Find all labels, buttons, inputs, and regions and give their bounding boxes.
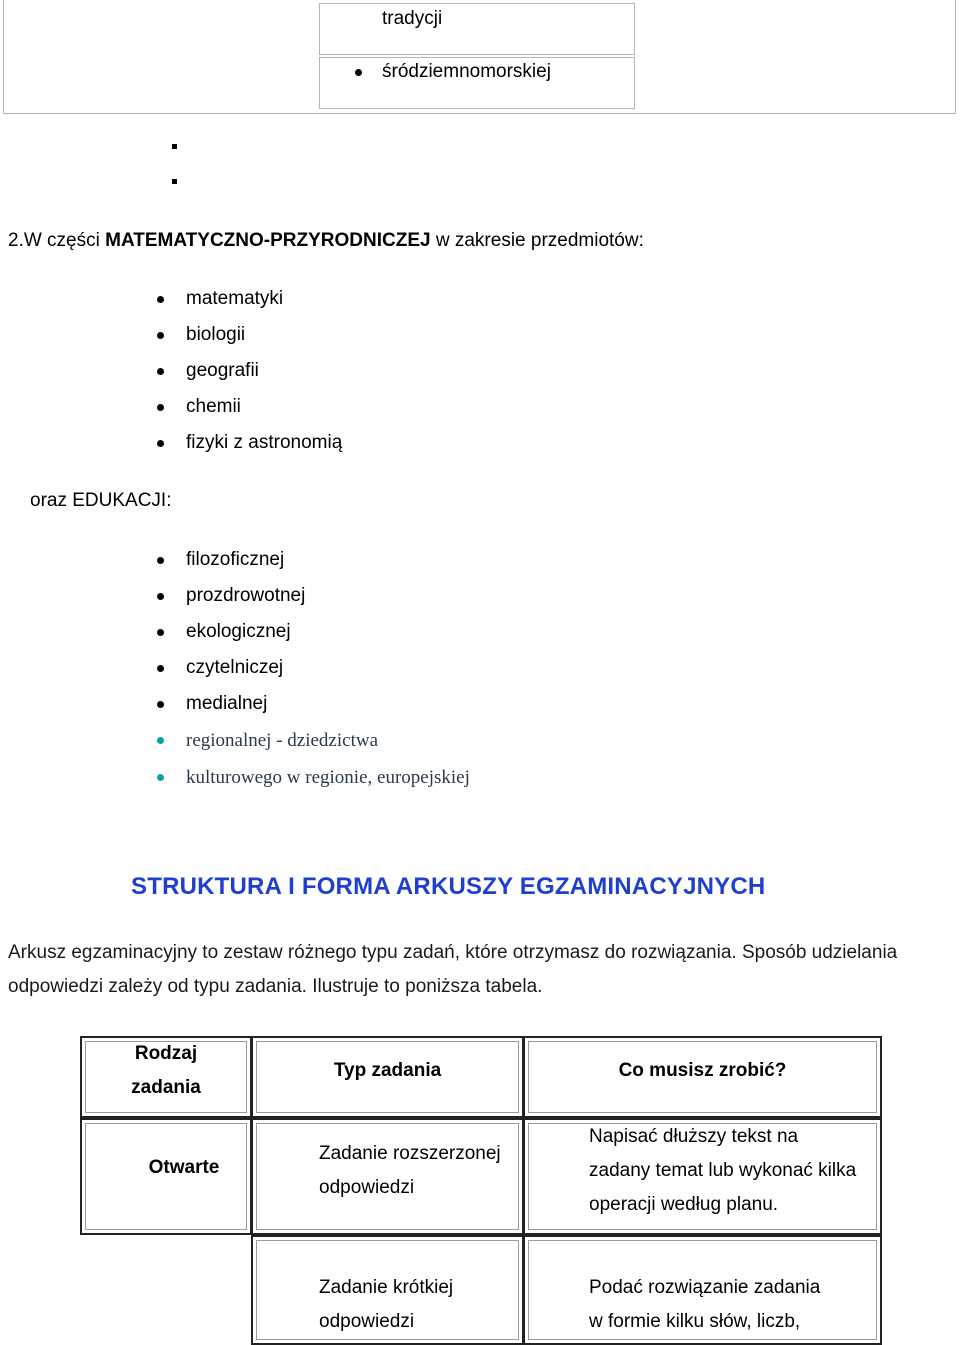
row2-todo-line1: Podać rozwiązanie zadania	[589, 1277, 821, 1298]
list-item: fizyki z astronomią	[186, 432, 343, 453]
row1-todo-line1: Napisać dłuższy tekst na	[589, 1126, 799, 1147]
row2-todo-line2: w formie kilku słów, liczb,	[589, 1311, 801, 1332]
paragraph-line: odpowiedzi zależy od typu zadania. Ilustruje to poniższa tabela.	[8, 976, 543, 997]
bullet-icon	[157, 701, 164, 708]
intro-bold: MATEMATYCZNO-PRZYRODNICZEJ	[105, 230, 431, 251]
list-item: kulturowego w regionie, europejskiej	[186, 767, 470, 788]
bullet-icon	[157, 774, 164, 781]
list-item: matematyki	[186, 288, 284, 309]
list-item: geografii	[186, 360, 259, 381]
list-item: chemii	[186, 396, 241, 417]
list-item: prozdrowotnej	[186, 585, 306, 606]
intro-suffix: w zakresie przedmiotów:	[430, 230, 644, 251]
edu-prefix: oraz	[30, 490, 73, 511]
bullet-icon	[157, 368, 164, 375]
bullet-icon	[157, 737, 164, 744]
bullet-icon	[157, 557, 164, 564]
bullet-icon	[157, 332, 164, 339]
education-intro	[30, 490, 172, 512]
edu-label: EDUKACJI	[72, 490, 167, 511]
list-item: biologii	[186, 324, 246, 345]
row1-todo-line3: operacji według planu.	[589, 1194, 779, 1215]
list-item: medialnej	[186, 693, 268, 714]
paragraph-line: Arkusz egzaminacyjny to zestaw różnego typu zadań, które otrzymasz do rozwiązania. Sposób udzielania	[8, 942, 898, 963]
intro-prefix: 2.W części	[8, 230, 106, 251]
top-table-row1-text: tradycji	[382, 8, 443, 29]
header-kind-line2: zadania	[131, 1077, 201, 1098]
header-kind-line1: Rodzaj	[134, 1043, 198, 1064]
row2-type-line2: odpowiedzi	[319, 1311, 415, 1332]
bullet-icon	[355, 69, 362, 76]
edu-suffix: :	[166, 490, 172, 511]
bullet-icon	[157, 593, 164, 600]
bullet-icon	[157, 665, 164, 672]
row1-todo-line2: zadany temat lub wykonać kilka	[589, 1160, 857, 1181]
square-bullet-icon	[172, 144, 177, 149]
bullet-icon	[157, 440, 164, 447]
list-item: filozoficznej	[186, 549, 285, 570]
row2-type-line1: Zadanie krótkiej	[319, 1277, 454, 1298]
list-item: ekologicznej	[186, 621, 291, 642]
section-heading: STRUKTURA I FORMA ARKUSZY EGZAMINACYJNYCH	[131, 873, 766, 900]
list-item: regionalnej - dziedzictwa	[186, 730, 379, 751]
bullet-icon	[157, 404, 164, 411]
row1-type-line2: odpowiedzi	[319, 1177, 415, 1198]
top-table-row2-text: śródziemnomorskiej	[382, 61, 551, 82]
bullet-icon	[157, 629, 164, 636]
row1-type-line1: Zadanie rozszerzonej	[319, 1143, 501, 1164]
list-item: czytelniczej	[186, 657, 284, 678]
header-type: Typ zadania	[333, 1060, 442, 1081]
bullet-icon	[157, 296, 164, 303]
row1-kind: Otwarte	[148, 1157, 220, 1178]
top-table-cell-1	[319, 3, 635, 55]
square-bullet-icon	[172, 179, 177, 184]
header-todo: Co musisz zrobić?	[618, 1060, 787, 1081]
section2-intro	[8, 230, 644, 252]
